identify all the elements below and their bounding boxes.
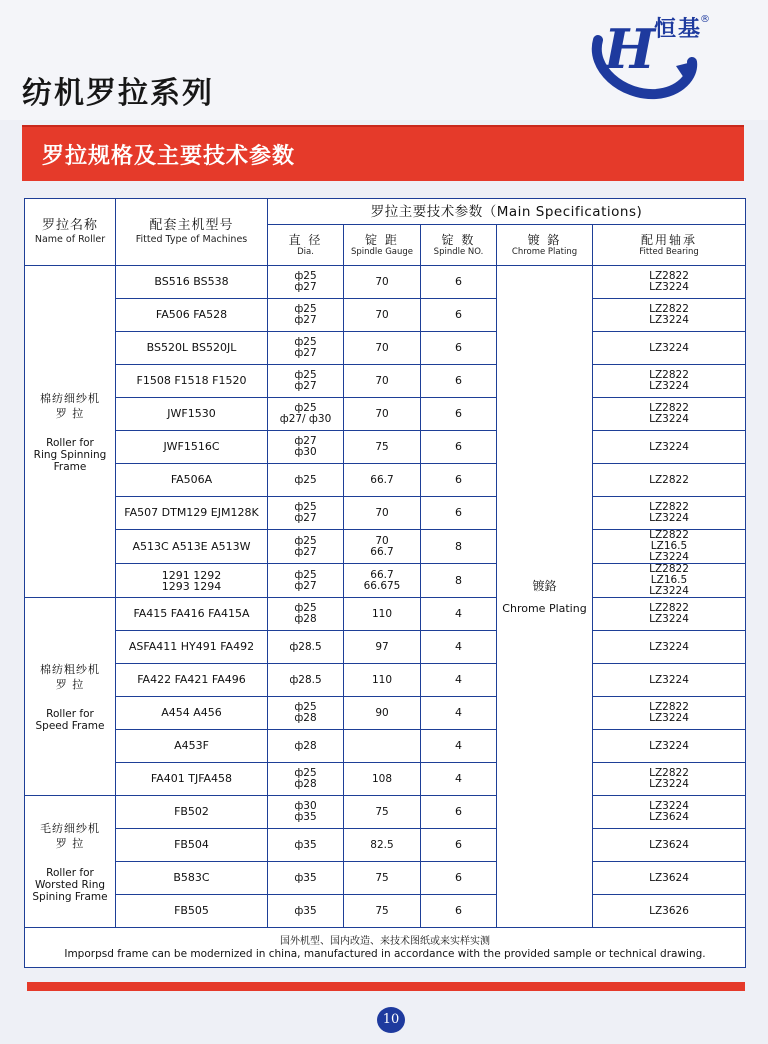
registered-mark: ® <box>700 14 710 25</box>
bearing-cell: LZ3624 <box>593 862 746 895</box>
dia-cell: ф25 ф27 <box>268 497 344 530</box>
dia-cell: ф25 ф28 <box>268 697 344 730</box>
logo-letter: H <box>604 17 656 81</box>
table-row <box>25 332 746 365</box>
table-row <box>25 266 746 299</box>
gauge-cell: 108 <box>344 763 421 796</box>
table-row <box>25 464 746 497</box>
spindle-cell: 6 <box>421 332 497 365</box>
model-cell: FB505 <box>116 895 268 928</box>
col-header-fitted: 配套主机型号 Fitted Type of Machines <box>116 199 268 266</box>
spindle-cell: 4 <box>421 730 497 763</box>
dia-cell: ф25 ф27 <box>268 299 344 332</box>
brand-logo <box>584 6 714 100</box>
gauge-cell <box>344 730 421 763</box>
dia-cell: ф28.5 <box>268 664 344 697</box>
table-row <box>25 829 746 862</box>
dia-cell: ф25 ф27 <box>268 332 344 365</box>
group-name-cell: 棉纺细纱机 罗 拉 Roller for Ring Spinning Frame <box>25 266 116 598</box>
table-row <box>25 730 746 763</box>
dia-cell: ф27 ф30 <box>268 431 344 464</box>
gauge-cell: 75 <box>344 862 421 895</box>
bearing-cell: LZ3224 <box>593 730 746 763</box>
bearing-cell: LZ2822 LZ3224 <box>593 299 746 332</box>
spindle-cell: 6 <box>421 299 497 332</box>
model-cell: A513C A513E A513W <box>116 530 268 564</box>
gauge-cell: 82.5 <box>344 829 421 862</box>
dia-cell: ф25 ф27/ ф30 <box>268 398 344 431</box>
table-row <box>25 796 746 829</box>
gauge-cell: 66.7 <box>344 464 421 497</box>
table-row <box>25 598 746 631</box>
spindle-cell: 4 <box>421 631 497 664</box>
gauge-cell: 70 <box>344 365 421 398</box>
page-title: 纺机罗拉系列 <box>22 76 214 111</box>
spindle-cell: 6 <box>421 398 497 431</box>
table-row <box>25 763 746 796</box>
model-cell: FA401 TJFA458 <box>116 763 268 796</box>
bearing-cell: LZ2822 LZ3224 <box>593 266 746 299</box>
table-note <box>25 928 746 968</box>
model-cell: F1508 F1518 F1520 <box>116 365 268 398</box>
footer-bar <box>27 982 745 991</box>
model-cell: FA507 DTM129 EJM128K <box>116 497 268 530</box>
model-cell: FA422 FA421 FA496 <box>116 664 268 697</box>
spindle-cell: 8 <box>421 530 497 564</box>
dia-cell: ф28.5 <box>268 631 344 664</box>
table-row <box>25 431 746 464</box>
table-row <box>25 564 746 598</box>
spindle-cell: 6 <box>421 464 497 497</box>
col-header-main-spec: 罗拉主要技术参数（Main Specifications) <box>268 199 746 225</box>
group-name-cell: 毛纺细纱机 罗 拉 Roller for Worsted Ring Spining Frame <box>25 796 116 928</box>
gauge-cell: 75 <box>344 796 421 829</box>
table-row <box>25 530 746 564</box>
page-number: 10 <box>377 1007 405 1033</box>
dia-cell: ф25 ф27 <box>268 365 344 398</box>
spindle-cell: 6 <box>421 431 497 464</box>
section-banner <box>22 125 744 181</box>
col-header-dia: 直 径 Dia. <box>268 225 344 266</box>
spindle-cell: 6 <box>421 497 497 530</box>
spindle-cell: 4 <box>421 664 497 697</box>
col-header-name: 罗拉名称 Name of Roller <box>25 199 116 266</box>
table-row <box>25 497 746 530</box>
spindle-cell: 6 <box>421 862 497 895</box>
model-cell: FA506 FA528 <box>116 299 268 332</box>
dia-cell: ф25 ф28 <box>268 598 344 631</box>
bearing-cell: LZ2822 <box>593 464 746 497</box>
table-row <box>25 365 746 398</box>
bearing-cell: LZ2822 LZ3224 <box>593 598 746 631</box>
table-row <box>25 299 746 332</box>
model-cell: 1291 1292 1293 1294 <box>116 564 268 598</box>
model-cell: FA415 FA416 FA415A <box>116 598 268 631</box>
gauge-cell: 90 <box>344 697 421 730</box>
bearing-cell: LZ2822 LZ3224 <box>593 365 746 398</box>
bearing-cell: LZ2822 LZ3224 <box>593 697 746 730</box>
bearing-cell: LZ2822 LZ3224 <box>593 497 746 530</box>
bearing-cell: LZ2822 LZ3224 <box>593 763 746 796</box>
dia-cell: ф35 <box>268 829 344 862</box>
bearing-cell: LZ3224 <box>593 431 746 464</box>
plating-cell: 镀鉻 Chrome Plating <box>497 266 593 928</box>
bearing-cell: LZ3624 <box>593 829 746 862</box>
spindle-cell: 4 <box>421 598 497 631</box>
model-cell: A453F <box>116 730 268 763</box>
bearing-cell: LZ3626 <box>593 895 746 928</box>
table-row <box>25 631 746 664</box>
spindle-cell: 4 <box>421 763 497 796</box>
model-cell: JWF1516C <box>116 431 268 464</box>
table-note-row <box>25 928 746 968</box>
gauge-cell: 66.7 66.675 <box>344 564 421 598</box>
bearing-cell: LZ3224 <box>593 332 746 365</box>
dia-cell: ф25 <box>268 464 344 497</box>
model-cell: A454 A456 <box>116 697 268 730</box>
logo-brand-text: 恒基 <box>654 17 703 42</box>
dia-cell: ф25 ф28 <box>268 763 344 796</box>
spindle-cell: 8 <box>421 564 497 598</box>
model-cell: FB504 <box>116 829 268 862</box>
model-cell: BS516 BS538 <box>116 266 268 299</box>
gauge-cell: 70 <box>344 497 421 530</box>
table-row <box>25 862 746 895</box>
gauge-cell: 75 <box>344 895 421 928</box>
spindle-cell: 6 <box>421 829 497 862</box>
dia-cell: ф35 <box>268 862 344 895</box>
gauge-cell: 70 <box>344 266 421 299</box>
spindle-cell: 6 <box>421 365 497 398</box>
gauge-cell: 97 <box>344 631 421 664</box>
note-zh: 国外机型、国内改造、来技术图纸或来实样实测 <box>280 935 490 947</box>
gauge-cell: 70 <box>344 299 421 332</box>
model-cell: JWF1530 <box>116 398 268 431</box>
col-header-plating: 镀 鉻 Chrome Plating <box>497 225 593 266</box>
dia-cell: ф30 ф35 <box>268 796 344 829</box>
model-cell: FA506A <box>116 464 268 497</box>
hengji-h-logo-icon <box>584 6 714 100</box>
group-name-cell: 棉纺粗纱机 罗 拉 Roller for Speed Frame <box>25 598 116 796</box>
bearing-cell: LZ2822 LZ3224 <box>593 398 746 431</box>
dia-cell: ф25 ф27 <box>268 530 344 564</box>
col-header-bearing: 配用轴承 Fitted Bearing <box>593 225 746 266</box>
dia-cell: ф25 ф27 <box>268 266 344 299</box>
model-cell: ASFA411 HY491 FA492 <box>116 631 268 664</box>
spindle-cell: 6 <box>421 796 497 829</box>
spindle-cell: 6 <box>421 266 497 299</box>
table-row <box>25 398 746 431</box>
gauge-cell: 110 <box>344 664 421 697</box>
note-en: Imporpsd frame can be modernized in china, manufactured in accordance with the provided sample or technical drawing. <box>64 947 706 960</box>
model-cell: B583C <box>116 862 268 895</box>
gauge-cell: 70 <box>344 332 421 365</box>
spec-table <box>24 198 746 968</box>
col-header-spindle: 锭 数 Spindle NO. <box>421 225 497 266</box>
dia-cell: ф25 ф27 <box>268 564 344 598</box>
dia-cell: ф28 <box>268 730 344 763</box>
gauge-cell: 70 66.7 <box>344 530 421 564</box>
table-row <box>25 895 746 928</box>
bearing-cell: LZ3224 LZ3624 <box>593 796 746 829</box>
model-cell: FB502 <box>116 796 268 829</box>
bearing-cell: LZ3224 <box>593 664 746 697</box>
table-row <box>25 697 746 730</box>
col-header-gauge: 锭 距 Spindle Gauge <box>344 225 421 266</box>
table-row <box>25 664 746 697</box>
section-title: 罗拉规格及主要技术参数 <box>42 144 296 169</box>
dia-cell: ф35 <box>268 895 344 928</box>
bearing-cell: LZ2822 LZ16.5 LZ3224 <box>593 530 746 564</box>
bearing-cell: LZ3224 <box>593 631 746 664</box>
spindle-cell: 4 <box>421 697 497 730</box>
gauge-cell: 110 <box>344 598 421 631</box>
gauge-cell: 75 <box>344 431 421 464</box>
gauge-cell: 70 <box>344 398 421 431</box>
bearing-cell: LZ2822 LZ16.5 LZ3224 <box>593 564 746 598</box>
spindle-cell: 6 <box>421 895 497 928</box>
model-cell: BS520L BS520JL <box>116 332 268 365</box>
